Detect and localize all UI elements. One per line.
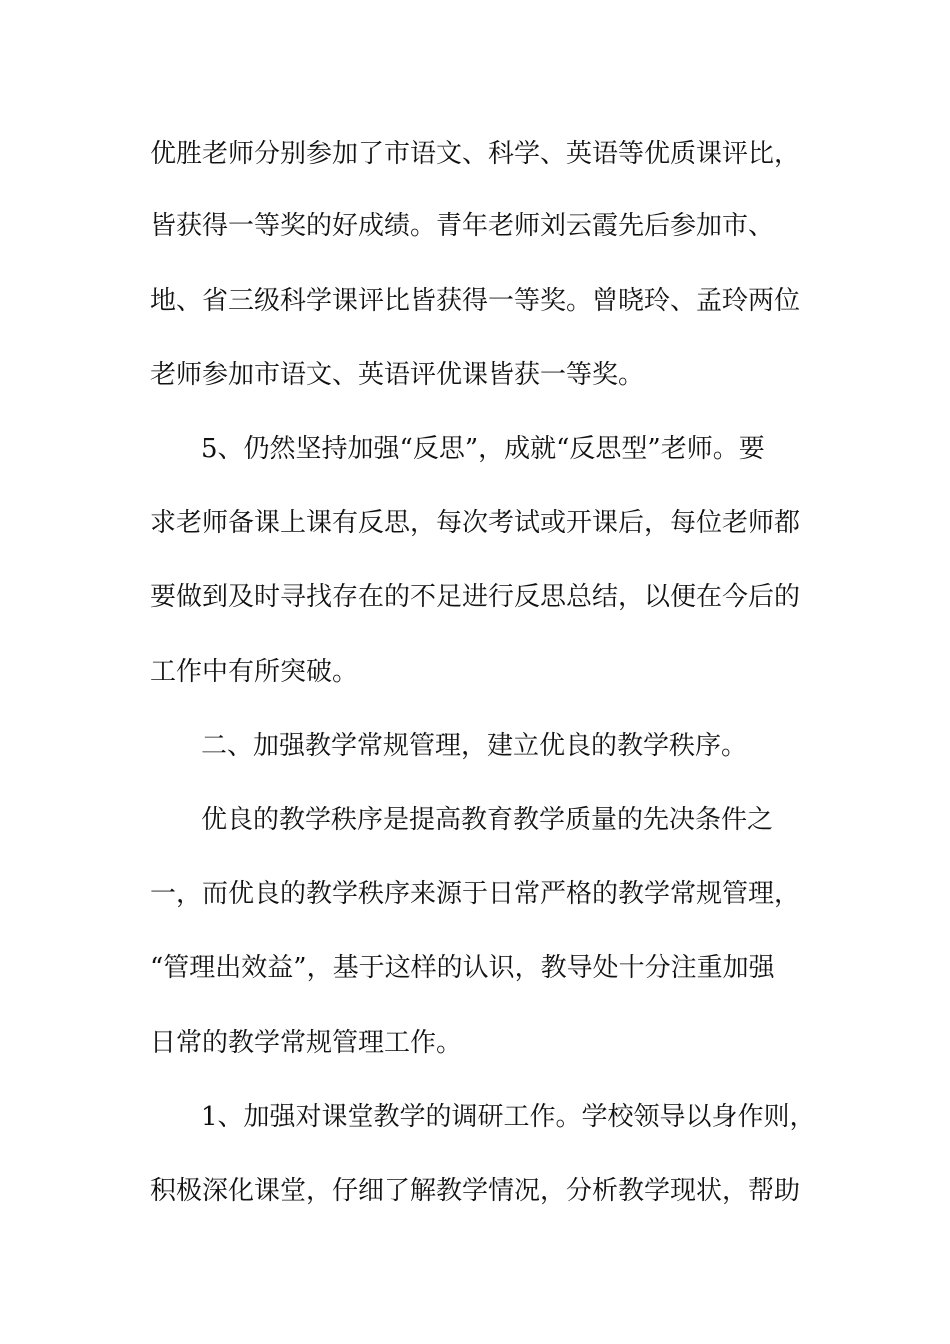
- text-line-10: 优良的教学秩序是提高教育教学质量的先决条件之: [201, 805, 774, 835]
- text-line-7: 要做到及时寻找存在的不足进行反思总结，以便在今后的: [150, 582, 801, 612]
- text-line-2: 皆获得一等奖的好成绩。青年老师刘云霞先后参加市、: [150, 211, 775, 241]
- text-line-1: 优胜老师分别参加了市语文、科学、英语等优质课评比，: [150, 139, 801, 169]
- text-line-11: 一，而优良的教学秩序来源于日常严格的教学常规管理，: [150, 879, 801, 909]
- section-heading: 二、加强教学常规管理，建立优良的教学秩序。: [201, 731, 748, 761]
- text-line-14: 1、加强对课堂教学的调研工作。学校领导以身作则，: [201, 1102, 816, 1132]
- text-line-5: 5、仍然坚持加强“反思”，成就“反思型”老师。要: [201, 434, 765, 464]
- text-line-4: 老师参加市语文、英语评优课皆获一等奖。: [150, 360, 645, 390]
- text-line-6: 求老师备课上课有反思，每次考试或开课后，每位老师都: [150, 508, 801, 538]
- text-line-3: 地、省三级科学课评比皆获得一等奖。曾晓玲、孟玲两位: [150, 286, 801, 316]
- text-line-13: 日常的教学常规管理工作。: [150, 1028, 463, 1058]
- text-line-15: 积极深化课堂，仔细了解教学情况，分析教学现状，帮助: [150, 1176, 801, 1206]
- text-line-8: 工作中有所突破。: [150, 657, 359, 687]
- text-line-12: “管理出效益”，基于这样的认识，教导处十分注重加强: [150, 953, 775, 983]
